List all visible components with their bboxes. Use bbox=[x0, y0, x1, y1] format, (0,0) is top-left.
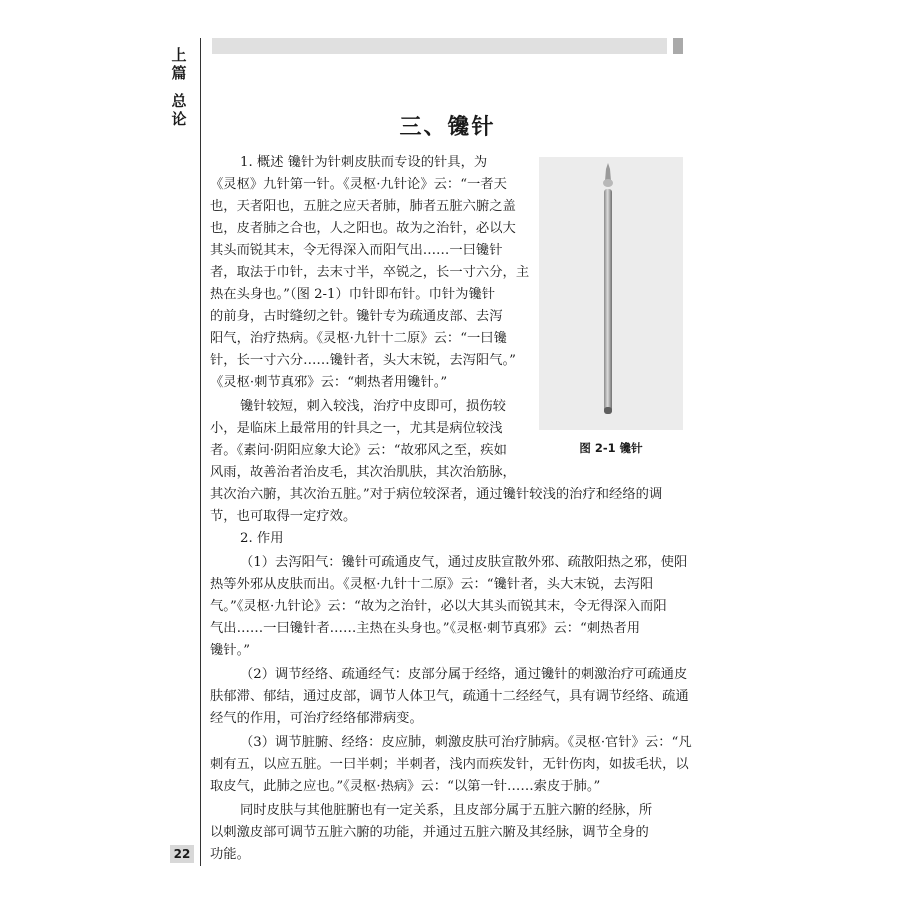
text-line: （2）调节经络、疏通经气：皮部分属于经络，通过镵针的刺激治疗可疏通皮 bbox=[240, 667, 688, 682]
text-line: （3）调节脏腑、经络：皮应肺，刺激皮肤可治疗肺病。《灵枢·官针》云：“凡 bbox=[240, 735, 692, 750]
text-line: 气。”《灵枢·九针论》云：“故为之治针，必以大其头而锐其末，令无得深入而阳 bbox=[210, 599, 667, 614]
side-label-section: 总论 bbox=[171, 92, 187, 128]
side-bar bbox=[162, 38, 201, 866]
header-block bbox=[673, 38, 683, 54]
page-title: 三、镵针 bbox=[399, 115, 496, 140]
text-line: 节，也可取得一定疗效。 bbox=[210, 509, 357, 524]
text-line: 刺有五，以应五脏。一曰半刺；半刺者，浅内而疾发针，无针伤肉，如拔毛状，以 bbox=[210, 757, 689, 772]
figure-needle-image bbox=[539, 157, 683, 430]
text-line: 也，天者阳也，五脏之应天者肺，肺者五脏六腑之盖 bbox=[210, 199, 516, 214]
text-line: 《灵枢·刺节真邪》云：“刺热者用镵针。” bbox=[210, 375, 448, 390]
text-line: 镵针。” bbox=[210, 643, 251, 658]
text-line: 其头而锐其末，令无得深入而阳气出……一曰镵针 bbox=[210, 243, 503, 258]
text-line: 阳气，治疗热病。《灵枢·九针十二原》云：“一曰镵 bbox=[210, 331, 507, 346]
text-line: 镵针较短，刺入较浅，治疗中皮即可，损伤较 bbox=[240, 399, 506, 414]
text-line: 《灵枢》九针第一针。《灵枢·九针论》云：“一者天 bbox=[210, 177, 507, 192]
text-line: 者，取法于巾针，去末寸半，卒锐之，长一寸六分，主 bbox=[210, 265, 530, 280]
header-band bbox=[212, 38, 667, 54]
section-heading: 2. 作用 bbox=[240, 531, 284, 546]
text-line: 同时皮肤与其他脏腑也有一定关系，且皮部分属于五脏六腑的经脉，所 bbox=[240, 803, 653, 818]
text-line: 小，是临床上最常用的针具之一，尤其是病位较浅 bbox=[210, 421, 503, 436]
side-label-part: 上篇 bbox=[171, 46, 187, 82]
text-line: 肤郁滞、郁结，通过皮部，调节人体卫气，疏通十二经经气，具有调节经络、疏通 bbox=[210, 689, 689, 704]
text-line: 取皮气，此肺之应也。”《灵枢·热病》云：“以第一针……索皮于肺。” bbox=[210, 779, 601, 794]
text-line: 以刺激皮部可调节五脏六腑的功能，并通过五脏六腑及其经脉，调节全身的 bbox=[210, 825, 649, 840]
text-line: 其次治六腑，其次治五脏。”对于病位较深者，通过镵针较浅的治疗和经络的调 bbox=[210, 487, 663, 502]
text-line: 功能。 bbox=[210, 847, 250, 862]
text-line: 热在头身也。”（图 2-1）巾针即布针。巾针为镵针 bbox=[210, 287, 496, 302]
text-line: 经气的作用，可治疗经络郁滞病变。 bbox=[210, 711, 423, 726]
text-line: （1）去泻阳气：镵针可疏通皮气，通过皮肤宣散外邪、疏散阳热之邪，使阳 bbox=[240, 555, 688, 570]
text-line: 风雨，故善治者治皮毛，其次治肌肤，其次治筋脉， bbox=[210, 465, 516, 480]
text-line: 1. 概述 镵针为针刺皮肤而专设的针具，为 bbox=[240, 155, 488, 170]
text-line: 针，长一寸六分……镵针者，头大末锐，去泻阳气。” bbox=[210, 353, 516, 368]
text-line: 者。《素问·阴阳应象大论》云：“故邪风之至，疾如 bbox=[210, 443, 507, 458]
figure-caption: 图 2-1 镵针 bbox=[579, 441, 643, 455]
text-line: 热等外邪从皮肤而出。《灵枢·九针十二原》云：“镵针者，头大末锐，去泻阳 bbox=[210, 577, 654, 592]
text-line: 也，皮者肺之合也，人之阳也。故为之治针，必以大 bbox=[210, 221, 516, 236]
text-line: 气出……一曰镵针者……主热在头身也。”《灵枢·刺节真邪》云：“刺热者用 bbox=[210, 621, 641, 636]
needle-icon bbox=[539, 157, 683, 430]
text-line: 的前身，古时缝纫之针。镵针专为疏通皮部、去泻 bbox=[210, 309, 503, 324]
page-number: 22 bbox=[170, 845, 194, 863]
